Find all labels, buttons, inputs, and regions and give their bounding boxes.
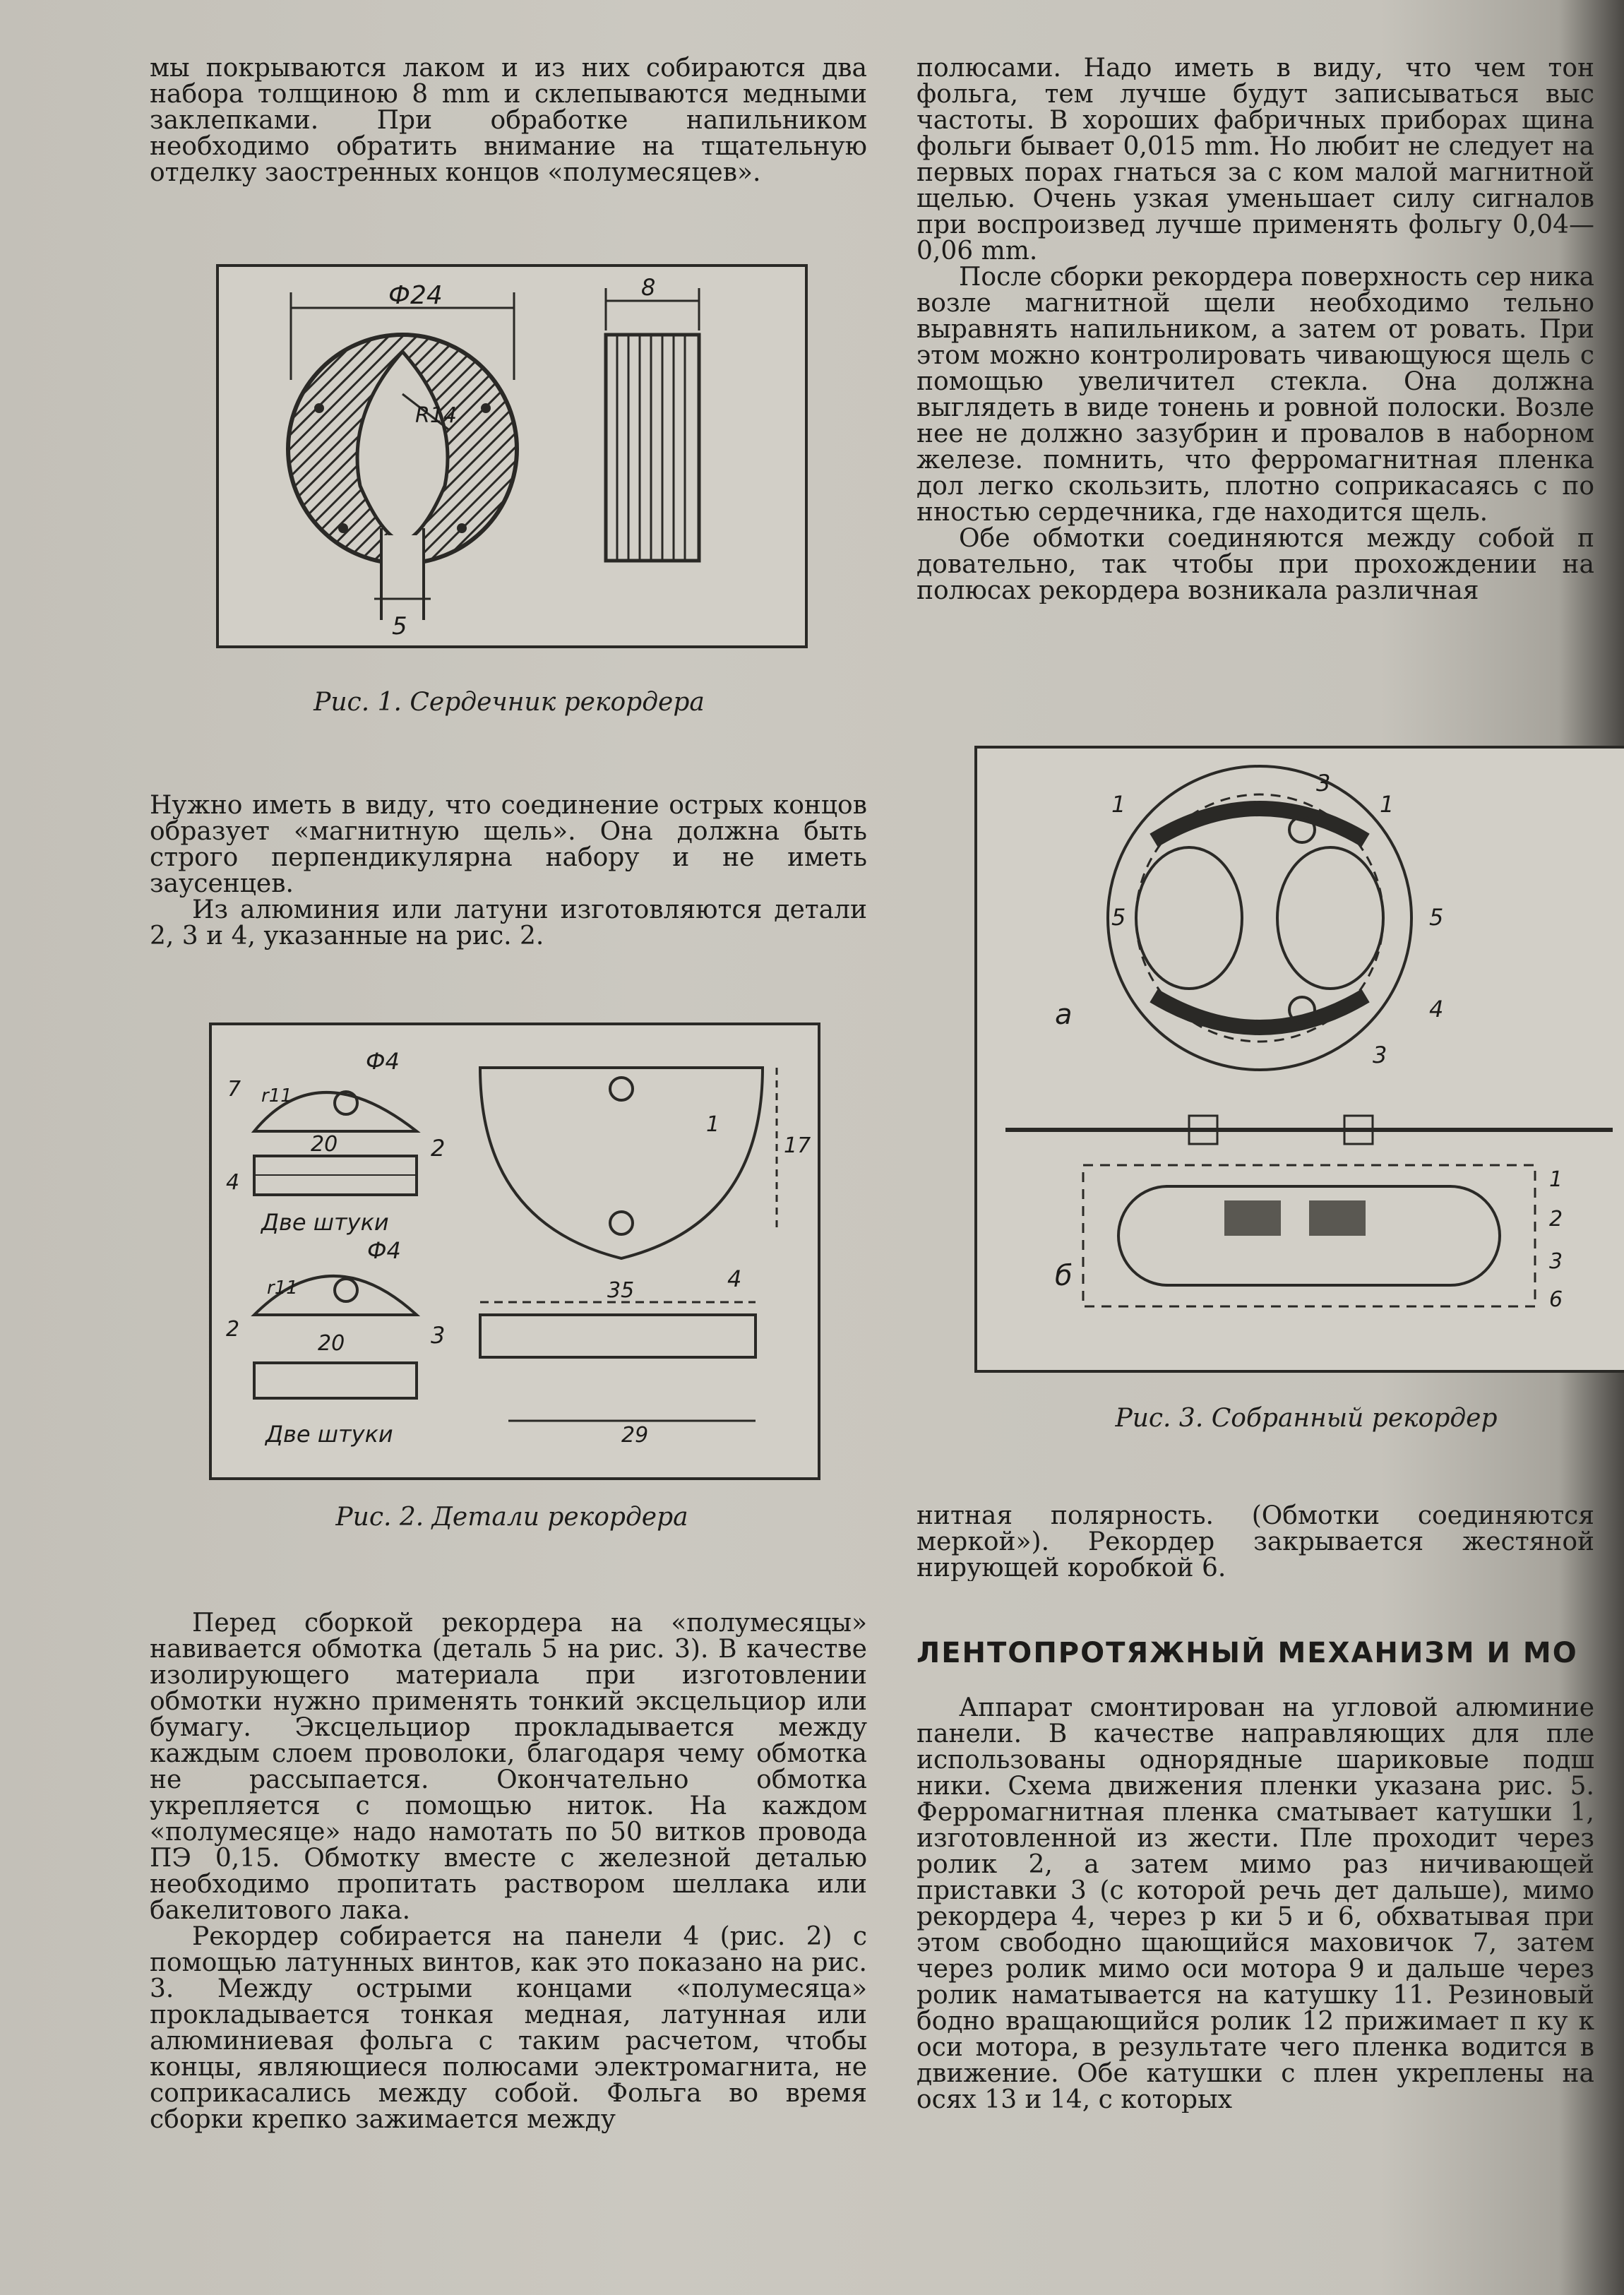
fig1-width-label: 8 bbox=[641, 274, 656, 301]
left-column-middle bbox=[150, 792, 867, 949]
figure-2-caption: Рис. 2. Детали рекордера bbox=[335, 1503, 688, 1532]
fig3-label-6-b: 6 bbox=[1549, 1287, 1563, 1312]
fig3-label-1-left: 1 bbox=[1111, 791, 1126, 818]
fig2-n7: 7 bbox=[227, 1077, 241, 1102]
fig2-note-bottom: Две штуки bbox=[265, 1421, 393, 1448]
fig3-label-3-b: 3 bbox=[1549, 1249, 1563, 1274]
right-column-middle bbox=[917, 1503, 1594, 1581]
figure-3-assembled bbox=[974, 746, 1624, 1373]
fig2-n3: 3 bbox=[431, 1322, 446, 1349]
left-paragraph-1: мы покрываются лаком и из них собираются два набора толщиною 8 mm и склепываются медными заклепками. При обработке напильником необходимо обратить внимание на тщательную отделку заостренных концов «полумесяцев». bbox=[150, 54, 867, 187]
right-paragraph-4: нитная полярность. (Обмотки соединяются меркой»). Рекордер закрывается жестяной нирующей коробкой 6. bbox=[917, 1503, 1594, 1581]
fig2-n4: 4 bbox=[226, 1170, 240, 1195]
right-column-bottom bbox=[917, 1695, 1594, 2113]
right-paragraph-3: Обе обмотки соединяются между собой п довательно, так чтобы при прохождении на полюсах рекордера возникала различная bbox=[917, 524, 1594, 604]
fig3-label-3-bottom: 3 bbox=[1373, 1042, 1387, 1068]
fig3-label-3-top: 3 bbox=[1316, 770, 1331, 797]
fig3-view-a: а bbox=[1055, 999, 1073, 1031]
figure-1-core bbox=[216, 264, 808, 648]
fig2-d29: 29 bbox=[621, 1423, 649, 1448]
fig2-note-top: Две штуки bbox=[261, 1209, 389, 1236]
figure-3-caption: Рис. 3. Собранный рекордер bbox=[1115, 1404, 1498, 1433]
left-paragraph-2: Нужно иметь в виду, что соединение острых концов образует «магнитную щель». Она должна быть строго перпендикулярна набору и не иметь заусенцев. bbox=[150, 791, 867, 898]
fig2-d17: 17 bbox=[784, 1133, 811, 1158]
fig1-radius-label: R14 bbox=[415, 403, 458, 428]
fig3-label-4: 4 bbox=[1429, 996, 1444, 1023]
left-column-top bbox=[150, 55, 867, 186]
figure-1-drawing bbox=[219, 267, 805, 645]
fig2-n1: 1 bbox=[706, 1112, 720, 1137]
fig2-d35: 35 bbox=[607, 1278, 635, 1303]
fig2-d4-bottom: Ф4 bbox=[367, 1237, 401, 1264]
section-heading: ЛЕНТОПРОТЯЖНЫЙ МЕХАНИЗМ И МО bbox=[917, 1637, 1578, 1669]
left-paragraph-4: Перед сборкой рекордера на «полумесяцы» навивается обмотка (деталь 5 на рис. 3). В качестве изолирующего материала при изготовлении обмотки нужно применять тонкий эксцельциор или бумагу. Эксцельциор прокладывается между каждым слоем проволоки, благодаря чему обмотка не рассыпается. Окончательно обмотка укрепляется с помощью ниток. На каждом «полумесяце» надо намотать по 50 витков провода ПЭ 0,15. Обмотку вместе с железной деталью необходимо пропитать раствором шеллака или бакелитового лака. bbox=[150, 1609, 867, 1925]
left-paragraph-5: Рекордер собирается на панели 4 (рис. 2) с помощью латунных винтов, как это показано на рис. 3. Между острыми концами «полумесяца» прокладывается тонкая медная, латунная или алюминиевая фольга с таким расчетом, чтобы концы, являющиеся полюсами электромагнита, не соприкасались между собой. Фольга во время сборки крепко зажимается между bbox=[150, 1922, 867, 2134]
fig2-r11-bottom: r11 bbox=[267, 1277, 298, 1299]
fig3-view-b: б bbox=[1055, 1260, 1073, 1292]
left-paragraph-3: Из алюминия или латуни изготовляются детали 2, 3 и 4, указанные на рис. 2. bbox=[150, 895, 867, 950]
fig2-d4-top: Ф4 bbox=[366, 1048, 400, 1075]
left-column-bottom bbox=[150, 1610, 867, 2133]
figure-2-parts bbox=[209, 1023, 820, 1480]
figure-1-caption: Рис. 1. Сердечник рекордера bbox=[314, 688, 705, 717]
figure-2-drawing bbox=[212, 1025, 818, 1477]
fig2-d20-top: 20 bbox=[311, 1132, 338, 1157]
figure-3-drawing bbox=[977, 749, 1624, 1370]
fig3-label-5-right: 5 bbox=[1429, 904, 1444, 931]
fig2-n2: 2 bbox=[431, 1135, 446, 1162]
fig2-d20-bottom: 20 bbox=[318, 1331, 345, 1356]
right-column-top bbox=[917, 55, 1594, 604]
fig3-label-1-right: 1 bbox=[1380, 791, 1395, 818]
fig2-n4b: 4 bbox=[727, 1265, 742, 1292]
right-paragraph-2: После сборки рекордера поверхность сер ника возле магнитной щели необходимо тельно выравнять напильником, а затем от ровать. При этом можно контролировать чивающуюся щель с помощью увеличител стекла. Она должна выглядеть в виде тонень и ровной полоски. Возле нее не должно зазубрин и провалов в наборном железе. помнить, что ферромагнитная пленка дол легко скользить, плотно соприкасаясь с по нностью сердечника, где находится щель. bbox=[917, 263, 1594, 527]
right-paragraph-5: Аппарат смонтирован на угловой алюминие панели. В качестве направляющих для пле использованы однорядные шариковые подш ники. Схема движения пленки указана рис. 5. Ферромагнитная пленка сматывает катушки 1, изготовленной из жести. Пле проходит через ролик 2, а затем мимо раз ничивающей приставки 3 (с которой речь дет дальше), мимо рекордера 4, через р ки 5 и 6, обхватывая при этом свободно щающийся маховичок 7, затем через ролик мимо оси мотора 9 и дальше через ролик наматывается на катушку 11. Резиновый бодно вращающийся ролик 12 прижимает п ку к оси мотора, в результате чего пленка водится в движение. Обе катушки с плен укреплены на осях 13 и 14, с которых bbox=[917, 1695, 1594, 2113]
fig3-label-1-b: 1 bbox=[1549, 1167, 1563, 1192]
right-paragraph-1: полюсами. Надо иметь в виду, что чем тон фольга, тем лучше будут записываться выс частоты. В хороших фабричных приборах щина фольги бывает 0,015 mm. Но любит не следует на первых порах гнаться за с ком малой магнитной щелью. Очень узкая уменьшает силу сигналов при воспроизвед лучше применять фольгу 0,04—0,06 mm. bbox=[917, 55, 1594, 266]
fig2-r11-top: r11 bbox=[261, 1085, 292, 1107]
fig3-label-5-left: 5 bbox=[1111, 904, 1126, 931]
fig1-diameter-label: Ф24 bbox=[388, 281, 443, 310]
fig3-label-2-b: 2 bbox=[1549, 1207, 1563, 1232]
fig1-gap-label: 5 bbox=[392, 612, 407, 640]
fig2-n2b: 2 bbox=[226, 1317, 240, 1342]
